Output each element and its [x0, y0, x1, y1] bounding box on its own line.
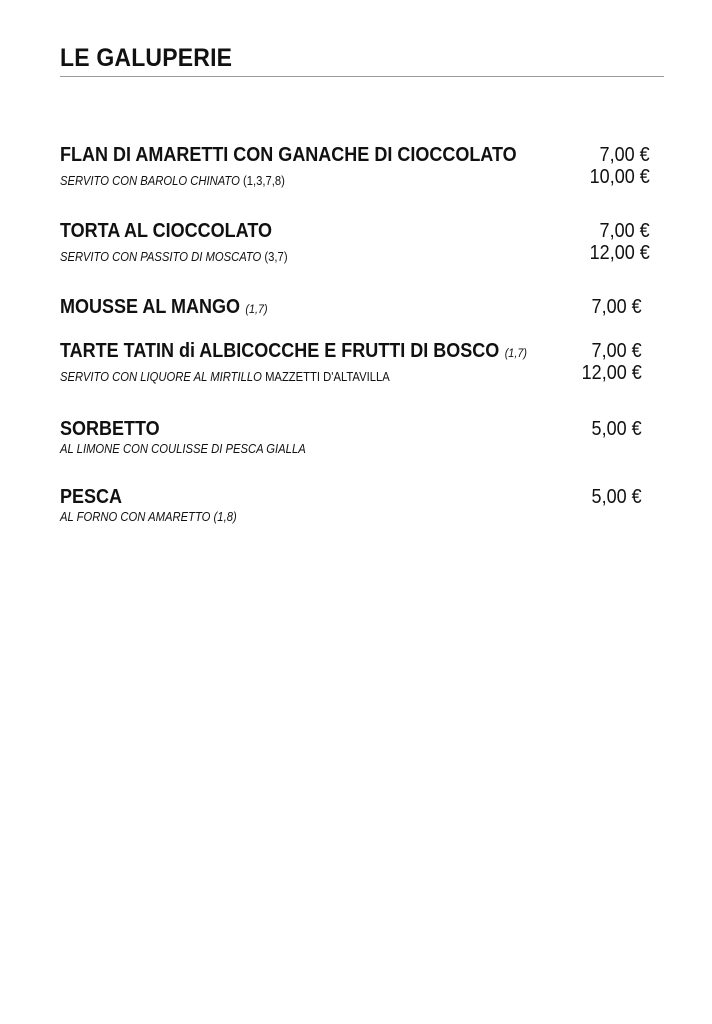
menu-item-pesca: [60, 486, 642, 532]
item-description: SERVITO CON BAROLO CHINATO (1,3,7,8): [60, 174, 285, 188]
item-description: SERVITO CON PASSITO DI MOSCATO (3,7): [60, 250, 288, 264]
item-name: TORTA AL CIOCCOLATO: [60, 220, 272, 242]
item-allergens: (1,7): [504, 346, 527, 360]
menu-item-torta: [60, 220, 650, 270]
item-name: MOUSSE AL MANGO (1,7): [60, 296, 268, 318]
item-sub-price: 10,00 €: [589, 166, 650, 188]
item-description: AL LIMONE CON COULISSE DI PESCA GIALLA: [60, 442, 306, 456]
item-name: FLAN DI AMARETTI CON GANACHE DI CIOCCOLATO: [60, 144, 517, 166]
menu-item-sorbetto: [60, 418, 642, 464]
item-name: TARTE TATIN di ALBICOCCHE E FRUTTI DI BOSCO (1,7): [60, 340, 527, 362]
item-price: 7,00 €: [591, 296, 642, 318]
menu-item-mousse: [60, 296, 642, 322]
item-price: 7,00 €: [591, 340, 642, 362]
title-divider: [60, 76, 664, 77]
item-allergens: (1,7): [245, 302, 268, 316]
item-description: SERVITO CON LIQUORE AL MIRTILLO MAZZETTI D'ALTAVILLA: [60, 370, 390, 384]
menu-item-flan: [60, 144, 650, 194]
item-sub-price: 12,00 €: [589, 242, 650, 264]
item-price: 7,00 €: [599, 144, 650, 166]
item-name: PESCA: [60, 486, 123, 508]
menu-item-tarte-tatin: [60, 340, 642, 390]
item-price: 5,00 €: [591, 486, 642, 508]
item-sub-price: 12,00 €: [581, 362, 642, 384]
item-name: SORBETTO: [60, 418, 160, 440]
item-description: AL FORNO CON AMARETTO (1,8): [60, 510, 237, 524]
item-price: 5,00 €: [591, 418, 642, 440]
section-title: LE GALUPERIE: [60, 44, 233, 72]
item-price: 7,00 €: [599, 220, 650, 242]
